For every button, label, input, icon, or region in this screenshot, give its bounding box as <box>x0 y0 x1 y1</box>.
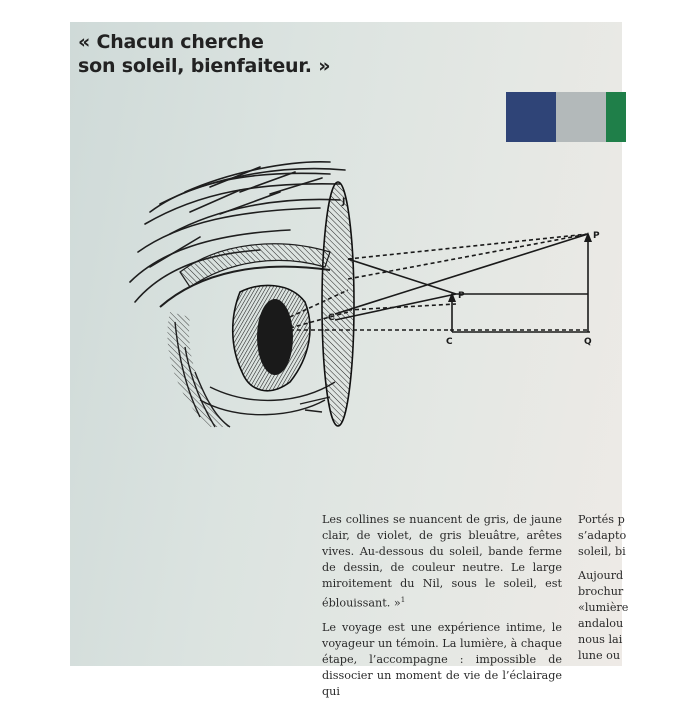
arrowheads <box>448 232 592 302</box>
right-line: s’adapto <box>578 529 627 542</box>
label-c-axis: C <box>446 337 453 347</box>
right-line: andalou <box>578 617 624 630</box>
iris <box>257 299 293 375</box>
label-p-upper: P <box>593 231 600 241</box>
paragraph-1-text: Les collines se nuancent de gris, de jaune clair, de violet, de gris bleuâtre, arêtes vives. Au-dessous du soleil, bande ferme de dessin, de couleur neutre. Le large miroitement du Nil, sous le soleil, est éblouissant. » <box>322 513 562 610</box>
eyebrow-strokes <box>130 162 345 302</box>
right-line: brochur <box>578 585 624 598</box>
label-j: J <box>342 197 346 207</box>
right-line: Aujourd <box>578 569 624 582</box>
navy-swatch <box>506 92 556 142</box>
pull-quote-line-1: « Chacun cherche <box>78 31 264 53</box>
gray-swatch <box>556 92 606 142</box>
right-paragraph-1 <box>578 512 627 560</box>
pull-quote <box>78 30 398 78</box>
paragraph-1 <box>322 512 562 612</box>
eye-optics-illustration <box>90 142 620 432</box>
right-line: Portés p <box>578 513 625 526</box>
label-p-lower: P <box>458 291 465 301</box>
right-line: «lumière <box>578 601 629 614</box>
label-c-lens: C <box>328 313 335 323</box>
footnote-ref: 1 <box>400 596 406 604</box>
magazine-page <box>70 22 629 698</box>
right-paragraph-2 <box>578 568 629 664</box>
lens <box>322 182 354 426</box>
solid-rays <box>335 234 590 332</box>
color-swatches <box>506 92 626 142</box>
cheek-shading <box>167 312 230 427</box>
right-line: lune ou <box>578 649 621 662</box>
right-line: soleil, bi <box>578 545 626 558</box>
text-column-right <box>578 512 629 672</box>
right-line: nous lai <box>578 633 623 646</box>
pull-quote-line-2: son soleil, bienfaiteur. » <box>78 55 331 77</box>
label-q: Q <box>584 337 592 347</box>
text-column-left <box>322 512 562 708</box>
paragraph-2: Le voyage est une expérience intime, le voyageur un témoin. La lumière, à chaque étape, l’accompagne : impossible de dissocier un moment de vie de l’éclairage qui <box>322 620 562 698</box>
green-swatch <box>606 92 626 142</box>
